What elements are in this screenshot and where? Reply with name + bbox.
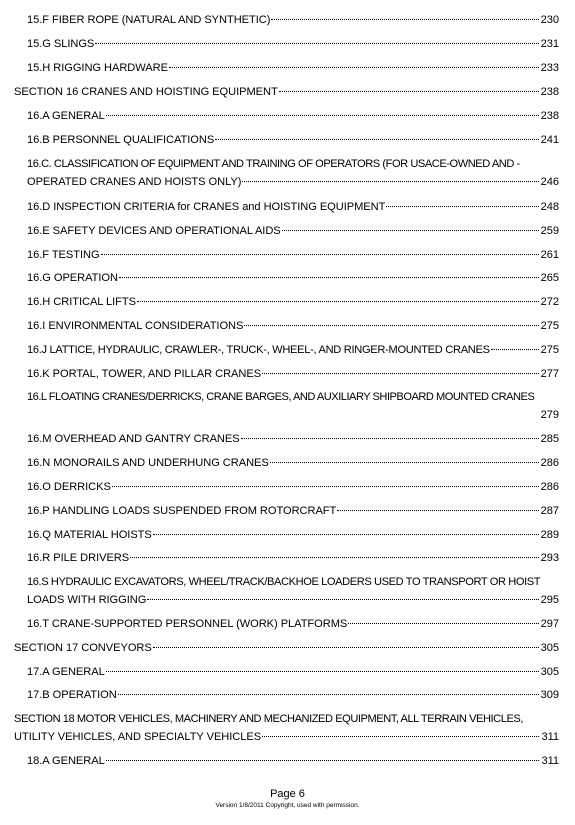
- toc-entry[interactable]: [27, 365, 559, 383]
- toc-entry-page: 311: [541, 731, 559, 743]
- dot-leader: [262, 373, 539, 374]
- toc-entry-title-line1: 16.L FLOATING CRANES/DERRICKS, CRANE BARGES, AND AUXILIARY SHIPBOARD MOUNTED CRANES: [27, 391, 535, 403]
- toc-entry-page: 305: [540, 666, 559, 678]
- toc-entry-title: 16.I ENVIRONMENTAL CONSIDERATIONS: [27, 320, 244, 332]
- toc-entry-title: SECTION 17 CONVEYORS: [14, 642, 152, 654]
- toc-entry-page: 305: [540, 642, 559, 654]
- dot-leader: [244, 325, 538, 326]
- toc-entry[interactable]: [27, 454, 559, 472]
- toc-entry[interactable]: [27, 59, 559, 77]
- dot-leader: [386, 206, 538, 207]
- toc-entry[interactable]: [27, 246, 559, 264]
- toc-entry-page: 277: [540, 368, 559, 380]
- toc-entry-title: 15.H RIGGING HARDWARE: [27, 62, 168, 74]
- dot-leader: [279, 91, 539, 92]
- toc-entry[interactable]: [27, 430, 559, 448]
- toc-entry-page: 285: [540, 433, 559, 445]
- toc-entry[interactable]: [27, 293, 559, 311]
- dot-leader: [491, 349, 539, 350]
- toc-entry-title: 15.F FIBER ROPE (NATURAL AND SYNTHETIC): [27, 14, 271, 26]
- toc-entry-title: 16.K PORTAL, TOWER, AND PILLAR CRANES: [27, 368, 262, 380]
- toc-entry[interactable]: [27, 131, 559, 149]
- toc-entry[interactable]: [27, 35, 559, 53]
- toc-entry[interactable]: [27, 663, 559, 681]
- toc-entry-title: 16.P HANDLING LOADS SUSPENDED FROM ROTORCRAFT: [27, 505, 337, 517]
- toc-entry-title: 16.N MONORAILS AND UNDERHUNG CRANES: [27, 457, 269, 469]
- toc-entry-page: 230: [540, 14, 559, 26]
- toc-entry-page: 248: [540, 201, 559, 213]
- toc-entry-page: 311: [541, 755, 559, 767]
- toc-entry-page: 293: [540, 552, 559, 564]
- toc-entry[interactable]: [27, 752, 559, 770]
- toc-entry-page: 261: [540, 249, 559, 261]
- toc-entry-title-line1: 16.C. CLASSIFICATION OF EQUIPMENT AND TRAINING OF OPERATORS (FOR USACE-OWNED AND -: [27, 158, 520, 170]
- dot-leader: [153, 534, 539, 535]
- toc-section-entry[interactable]: [14, 639, 559, 657]
- toc-entry-title: 16.B PERSONNEL QUALIFICATIONS: [27, 134, 215, 146]
- toc-entry-page: 295: [540, 594, 559, 606]
- toc-entry-page: 259: [540, 225, 559, 237]
- toc-entry-title: 16.E SAFETY DEVICES AND OPERATIONAL AIDS: [27, 225, 281, 237]
- toc-entry[interactable]: [27, 107, 559, 125]
- dot-leader: [147, 599, 538, 600]
- toc-entry-title: 16.O DERRICKS: [27, 481, 111, 493]
- dot-leader: [112, 486, 539, 487]
- toc-entry[interactable]: [27, 11, 559, 29]
- toc-entry[interactable]: [27, 573, 559, 609]
- toc-entry[interactable]: [27, 502, 559, 520]
- toc-entry-title: 17.A GENERAL: [27, 666, 105, 678]
- dot-leader: [169, 67, 539, 68]
- dot-leader: [270, 462, 539, 463]
- toc-entry[interactable]: [27, 686, 559, 704]
- toc-entry-page: 286: [540, 481, 559, 493]
- toc-entry[interactable]: [27, 269, 559, 287]
- toc-entry-page: 286: [540, 457, 559, 469]
- toc-entry-title: 18.A GENERAL: [27, 755, 105, 767]
- dot-leader: [242, 181, 538, 182]
- dot-leader: [348, 623, 538, 624]
- toc-entry-title-line2: UTILITY VEHICLES, AND SPECIALTY VEHICLES: [14, 731, 262, 743]
- toc-entry[interactable]: [27, 317, 559, 335]
- toc-entry-title: SECTION 16 CRANES AND HOISTING EQUIPMENT: [14, 86, 278, 98]
- toc-entry[interactable]: [27, 388, 559, 424]
- toc-entry-page: 275: [540, 320, 559, 332]
- dot-leader: [106, 760, 540, 761]
- dot-leader: [241, 438, 539, 439]
- toc-entry-title: 16.Q MATERIAL HOISTS: [27, 529, 152, 541]
- dot-leader: [282, 230, 539, 231]
- toc-entry-title: 16.F TESTING: [27, 249, 100, 261]
- toc-entry-page: 272: [540, 296, 559, 308]
- toc-entry[interactable]: [27, 526, 559, 544]
- toc-entry-title: 16.D INSPECTION CRITERIA for CRANES and HOISTING EQUIPMENT: [27, 201, 386, 213]
- toc-entry-title: 16.R PILE DRIVERS: [27, 552, 130, 564]
- toc-entry[interactable]: [27, 615, 559, 633]
- toc-entry-title: 16.M OVERHEAD AND GANTRY CRANES: [27, 433, 240, 445]
- toc-entry-title: 17.B OPERATION: [27, 689, 117, 701]
- toc-entry[interactable]: [27, 549, 559, 567]
- version-note: Version 1/8/2011 Copyright, used with permission.: [215, 802, 360, 809]
- dot-leader: [337, 510, 538, 511]
- toc-entry-page: 238: [540, 86, 559, 98]
- toc-entry-page: 241: [540, 134, 559, 146]
- toc-entry-title: 16.A GENERAL: [27, 110, 105, 122]
- dot-leader: [271, 19, 538, 20]
- toc-entry-page: 297: [540, 618, 559, 630]
- toc-entry-page: 238: [540, 110, 559, 122]
- toc-entry-title: 16.G OPERATION: [27, 272, 118, 284]
- toc-entry-title-line1: SECTION 18 MOTOR VEHICLES, MACHINERY AND MECHANIZED EQUIPMENT, ALL TERRAIN VEHICLES,: [14, 713, 523, 725]
- dot-leader: [137, 301, 539, 302]
- toc-entry-page: 275: [540, 344, 559, 356]
- page-number: Page 6: [270, 788, 305, 800]
- toc-entry-page: 265: [540, 272, 559, 284]
- toc-entry-page: 233: [540, 62, 559, 74]
- toc-entry[interactable]: [27, 155, 559, 191]
- dot-leader: [119, 277, 539, 278]
- dot-leader: [130, 557, 539, 558]
- dot-leader: [101, 254, 539, 255]
- dot-leader: [262, 736, 539, 737]
- toc-entry[interactable]: [27, 341, 559, 359]
- toc-entry-page: 279: [540, 409, 559, 421]
- toc-entry-title: 15.G SLINGS: [27, 38, 95, 50]
- toc-entry-title: 16.H CRITICAL LIFTS: [27, 296, 136, 308]
- toc-entry[interactable]: [27, 198, 559, 216]
- toc-section-entry[interactable]: [14, 710, 559, 746]
- toc-entry-page: 309: [540, 689, 559, 701]
- dot-leader: [118, 694, 539, 695]
- dot-leader: [215, 139, 538, 140]
- toc-entry-title-line1: 16.S HYDRAULIC EXCAVATORS, WHEEL/TRACK/BACKHOE LOADERS USED TO TRANSPORT OR HOIST: [27, 576, 541, 588]
- dot-leader: [153, 647, 539, 648]
- dot-leader: [95, 43, 538, 44]
- toc-entry-title: 16.J LATTICE, HYDRAULIC, CRAWLER-, TRUCK-, WHEEL-, AND RINGER-MOUNTED CRANES: [27, 344, 490, 356]
- toc-entry[interactable]: [27, 478, 559, 496]
- toc-entry-page: 246: [540, 176, 559, 188]
- toc-entry-title-line2: OPERATED CRANES AND HOISTS ONLY): [27, 176, 242, 188]
- toc-entry-page: 231: [540, 38, 559, 50]
- toc-section-entry[interactable]: [14, 83, 559, 101]
- toc-entry[interactable]: [27, 222, 559, 240]
- toc-entry-page: 287: [540, 505, 559, 517]
- dot-leader: [106, 671, 539, 672]
- toc-entry-title-line2: LOADS WITH RIGGING: [27, 594, 147, 606]
- toc-entry-title: 16.T CRANE-SUPPORTED PERSONNEL (WORK) PLATFORMS: [27, 618, 348, 630]
- toc-entry-page: 289: [540, 529, 559, 541]
- dot-leader: [106, 115, 539, 116]
